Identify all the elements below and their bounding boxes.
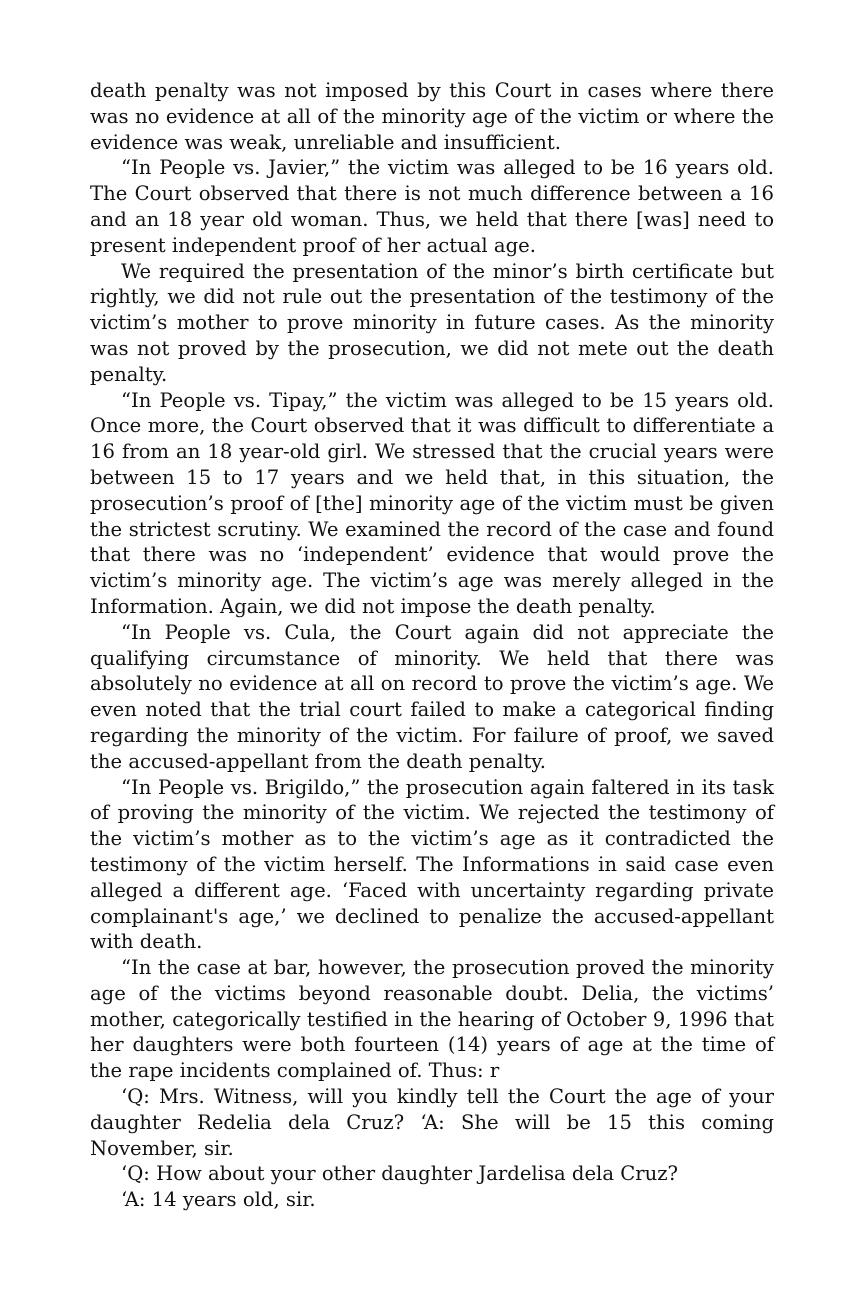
paragraph-case-at-bar: “In the case at bar, however, the prosecution proved the minority age of the victims beyond reasonable doubt. Delia, the victims’ mother, categorically testified in the hearing of October 9, 1996 that her daughters were both fourteen (14) years of age at the time of the rape incidents complained of. Thus: r	[90, 956, 774, 1083]
testimony-question-redelia: ‘Q: Mrs. Witness, will you kindly tell the Court the age of your daughter Redelia dela Cruz? ‘A: She will be 15 this coming November, sir.	[90, 1085, 774, 1160]
testimony-answer-jardelisa: ‘A: 14 years old, sir.	[121, 1188, 316, 1212]
paragraph-people-vs-javier: “In People vs. Javier,” the victim was alleged to be 16 years old. The Court observed that there is not much difference between a 16 and an 18 year old woman. Thus, we held that there [was] need to present independent proof of her actual age.	[90, 156, 774, 257]
paragraph-continuation: death penalty was not imposed by this Court in cases where there was no evidence at all of the minority age of the victim or where the evidence was weak, unreliable and insufficient.	[90, 79, 774, 154]
document-page	[90, 78, 774, 1213]
testimony-question-jardelisa: ‘Q: How about your other daughter Jardelisa dela Cruz?	[121, 1162, 679, 1186]
paragraph-people-vs-brigildo: “In People vs. Brigildo,” the prosecution again faltered in its task of proving the minority of the victim. We rejected the testimony of the victim’s mother as to the victim’s age as it contradicted the testimony of the victim herself. The Informations in said case even alleged a different age. ‘Faced with uncertainty regarding private complainant's age,’ we declined to penalize the accused-appellant with death.	[90, 775, 774, 954]
paragraph-birth-certificate: We required the presentation of the minor’s birth certificate but rightly, we did not rule out the presentation of the testimony of the victim’s mother to prove minority in future cases. As the minority was not proved by the prosecution, we did not mete out the death penalty.	[90, 259, 774, 386]
paragraph-people-vs-tipay: “In People vs. Tipay,” the victim was alleged to be 15 years old. Once more, the Court observed that it was difficult to differentiate a 16 from an 18 year-old girl. We stressed that the crucial years were between 15 to 17 years and we held that, in this situation, the prosecution’s proof of [the] minority age of the victim must be given the strictest scrutiny. We examined the record of the case and found that there was no ‘independent’ evidence that would prove the victim’s minority age. The victim’s age was merely alleged in the Information. Again, we did not impose the death penalty.	[90, 388, 774, 618]
paragraph-people-vs-cula: “In People vs. Cula, the Court again did not appreciate the qualifying circumstance of minority. We held that there was absolutely no evidence at all on record to prove the victim’s age. We even noted that the trial court failed to make a categorical finding regarding the minority of the victim. For failure of proof, we saved the accused-appellant from the death penalty.	[90, 620, 774, 773]
